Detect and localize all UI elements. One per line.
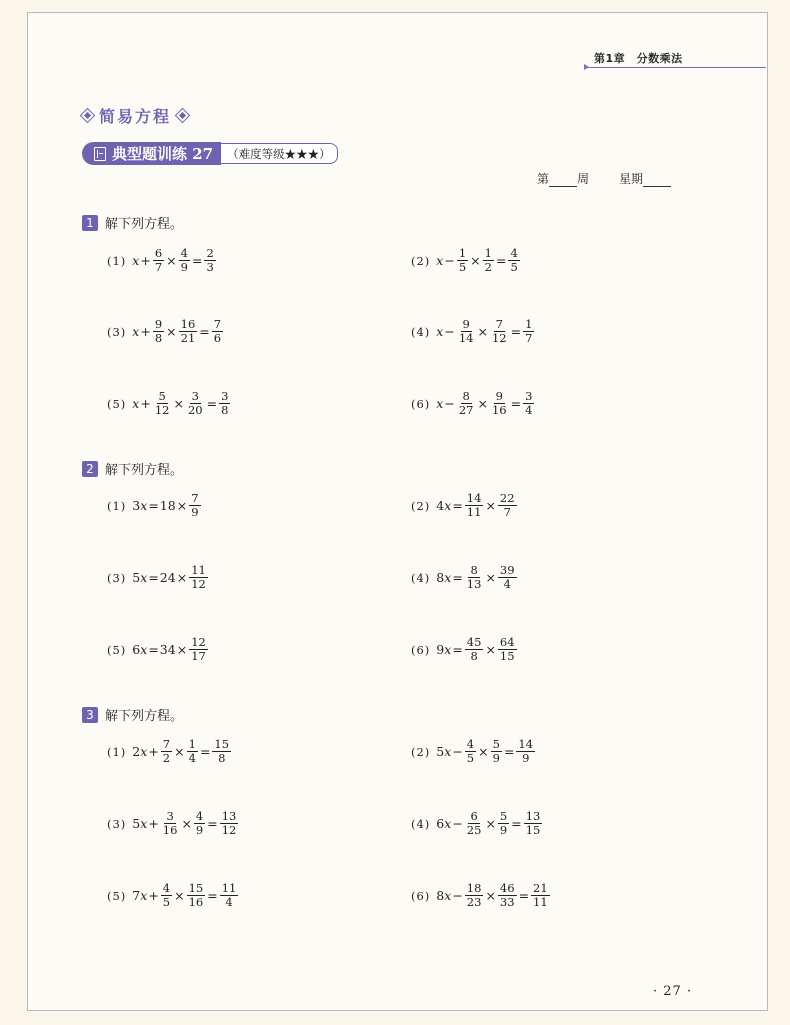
numerator: 9: [495, 389, 503, 403]
fraction: [523, 390, 534, 417]
denominator: 14: [458, 331, 474, 345]
equals-sign: =: [148, 498, 159, 513]
section-title-text: 简易方程: [99, 107, 172, 126]
numerator: 4: [195, 809, 204, 823]
fraction: [498, 564, 517, 591]
denominator: 8: [470, 649, 478, 663]
times-sign: ×: [485, 642, 496, 657]
banner-main: [82, 142, 221, 165]
times-sign: ×: [470, 253, 481, 268]
denominator: 9: [195, 823, 204, 837]
variable-x: x: [140, 816, 148, 831]
numerator: 16: [180, 317, 196, 331]
numerator: 14: [518, 737, 534, 751]
numerator: 8: [462, 389, 470, 403]
fraction: [498, 810, 509, 837]
equation: [107, 636, 209, 663]
coefficient: 8: [436, 888, 445, 903]
question-instruction: 解下列方程。: [105, 463, 184, 478]
denominator: 12: [154, 403, 170, 417]
equation: [107, 738, 232, 765]
week-blank[interactable]: [549, 172, 577, 187]
fraction: [516, 738, 535, 765]
numerator: 9: [462, 317, 470, 331]
denominator: 4: [188, 751, 196, 765]
numerator: 11: [191, 563, 206, 577]
denominator: 3: [206, 260, 214, 274]
fraction: [498, 492, 517, 519]
problem-label: (5): [107, 396, 127, 411]
equals-sign: =: [495, 253, 507, 268]
equation: [107, 810, 239, 837]
coefficient: 5: [132, 816, 141, 831]
coefficient: 7: [132, 888, 141, 903]
denominator: 23: [466, 895, 482, 909]
operator-sign: −: [444, 396, 455, 411]
operator-sign: +: [140, 253, 151, 268]
times-sign: ×: [477, 396, 488, 411]
fraction: [483, 247, 494, 274]
numerator: 3: [191, 389, 199, 403]
numerator: 7: [191, 491, 199, 505]
fraction: [153, 390, 172, 417]
equation: [411, 247, 521, 274]
equals-sign: =: [207, 816, 218, 831]
times-sign: ×: [166, 253, 177, 268]
equation: [411, 390, 535, 417]
equation: [411, 738, 536, 765]
equals-sign: =: [199, 744, 211, 759]
whole-number: 18: [159, 498, 176, 513]
operator-sign: −: [452, 744, 463, 759]
denominator: 7: [525, 331, 533, 345]
variable-x: x: [132, 253, 140, 268]
denominator: 2: [162, 751, 171, 765]
denominator: 7: [154, 260, 163, 274]
times-sign: ×: [181, 816, 192, 831]
denominator: 11: [466, 505, 482, 519]
variable-x: x: [436, 396, 444, 411]
equation: [107, 882, 239, 909]
denominator: 27: [458, 403, 474, 417]
times-sign: ×: [485, 498, 496, 513]
equation: [107, 390, 231, 417]
operator-sign: −: [444, 253, 455, 268]
fraction: [189, 492, 200, 519]
times-sign: ×: [174, 888, 185, 903]
fraction: [457, 247, 468, 274]
exercise-banner: [82, 142, 338, 165]
fraction: [457, 318, 476, 345]
problem-label: (3): [107, 324, 127, 339]
fraction: [465, 492, 484, 519]
question-instruction: 解下列方程。: [105, 217, 184, 232]
problem-label: (1): [107, 253, 127, 268]
denominator: 20: [187, 403, 203, 417]
numerator: 1: [458, 246, 467, 260]
variable-x: x: [140, 498, 148, 513]
denominator: 4: [225, 895, 233, 909]
fraction: [531, 882, 550, 909]
week-prefix: 第: [537, 172, 550, 186]
denominator: 6: [213, 331, 222, 345]
problem-label: (6): [411, 642, 431, 657]
denominator: 33: [499, 895, 515, 909]
equals-sign: =: [518, 888, 530, 903]
coefficient: 3: [132, 498, 141, 513]
times-sign: ×: [485, 888, 496, 903]
operator-sign: −: [444, 324, 455, 339]
fraction: [153, 247, 164, 274]
numerator: 1: [188, 737, 196, 751]
times-sign: ×: [176, 642, 188, 657]
fraction: [204, 247, 215, 274]
equation: [411, 318, 535, 345]
numerator: 4: [466, 737, 475, 751]
variable-x: x: [444, 744, 452, 759]
times-sign: ×: [477, 324, 488, 339]
coefficient: 5: [132, 570, 141, 585]
fraction: [212, 318, 223, 345]
variable-x: x: [444, 570, 452, 585]
variable-x: x: [140, 744, 148, 759]
fraction: [465, 882, 484, 909]
denominator: 16: [162, 823, 178, 837]
difficulty-label: （难度等级★★★）: [221, 143, 338, 164]
variable-x: x: [444, 888, 452, 903]
equals-sign: =: [148, 570, 159, 585]
numerator: 7: [495, 317, 503, 331]
fraction: [465, 564, 484, 591]
variable-x: x: [436, 253, 444, 268]
operator-sign: −: [452, 816, 463, 831]
week-label: 周: [577, 172, 590, 186]
fraction: [508, 247, 519, 274]
times-sign: ×: [173, 396, 184, 411]
denominator: 9: [499, 823, 508, 837]
diamond-icon: [175, 108, 191, 124]
banner-title: 典型题训练 27: [112, 145, 214, 163]
denominator: 25: [466, 823, 482, 837]
numerator: 4: [510, 246, 518, 260]
whole-number: 34: [159, 642, 176, 657]
equation: [107, 318, 224, 345]
fraction: [153, 318, 164, 345]
numerator: 8: [470, 563, 478, 577]
denominator: 9: [522, 751, 530, 765]
denominator: 9: [492, 751, 500, 765]
problem-label: (6): [411, 888, 431, 903]
whole-number: 24: [159, 570, 176, 585]
fraction: [498, 882, 517, 909]
denominator: 5: [162, 895, 171, 909]
coefficient: 2: [132, 744, 141, 759]
times-sign: ×: [485, 816, 496, 831]
fraction: [491, 738, 502, 765]
denominator: 2: [484, 260, 492, 274]
numerator: 39: [499, 563, 515, 577]
coefficient: 8: [436, 570, 445, 585]
variable-x: x: [444, 816, 452, 831]
denominator: 16: [491, 403, 507, 417]
operator-sign: +: [148, 744, 159, 759]
numerator: 12: [191, 635, 206, 649]
section-title: [82, 104, 188, 127]
denominator: 5: [458, 260, 467, 274]
equals-sign: =: [510, 396, 522, 411]
equals-sign: =: [207, 888, 218, 903]
problem-label: (3): [107, 816, 127, 831]
equals-sign: =: [511, 816, 522, 831]
numerator: 64: [499, 635, 515, 649]
fraction: [189, 636, 208, 663]
numerator: 5: [499, 809, 508, 823]
equation: [411, 636, 518, 663]
equation: [411, 492, 518, 519]
denominator: 4: [525, 403, 533, 417]
numerator: 3: [525, 389, 533, 403]
fraction: [465, 738, 476, 765]
numerator: 3: [166, 809, 174, 823]
denominator: 8: [154, 331, 163, 345]
numerator: 5: [158, 389, 166, 403]
equals-sign: =: [148, 642, 159, 657]
denominator: 15: [499, 649, 515, 663]
equals-sign: =: [191, 253, 203, 268]
times-sign: ×: [485, 570, 496, 585]
coefficient: 9: [436, 642, 445, 657]
question-number: 2: [82, 461, 98, 477]
variable-x: x: [140, 642, 148, 657]
operator-sign: +: [140, 324, 151, 339]
question-header: [82, 459, 183, 478]
denominator: 21: [180, 331, 196, 345]
denominator: 15: [525, 823, 541, 837]
numerator: 7: [162, 737, 171, 751]
page-number: · 27 ·: [653, 984, 693, 999]
fraction: [194, 810, 205, 837]
denominator: 5: [466, 751, 475, 765]
denominator: 12: [491, 331, 507, 345]
week-day-line: [537, 170, 671, 187]
day-blank[interactable]: [643, 172, 671, 187]
numerator: 1: [525, 317, 533, 331]
question-number: 3: [82, 707, 98, 723]
fraction: [212, 738, 231, 765]
times-sign: ×: [166, 324, 177, 339]
equals-sign: =: [503, 744, 515, 759]
denominator: 11: [533, 895, 548, 909]
equals-sign: =: [206, 396, 218, 411]
chapter-header: 第1章 分数乘法: [594, 52, 683, 65]
times-sign: ×: [478, 744, 489, 759]
numerator: 15: [188, 881, 204, 895]
fraction: [490, 390, 509, 417]
fraction: [524, 810, 543, 837]
numerator: 6: [470, 809, 478, 823]
problem-label: (2): [411, 253, 431, 268]
denominator: 5: [510, 260, 518, 274]
denominator: 9: [191, 505, 199, 519]
denominator: 9: [180, 260, 188, 274]
equation: [107, 564, 209, 591]
numerator: 22: [499, 491, 515, 505]
denominator: 12: [191, 577, 206, 591]
numerator: 4: [162, 881, 171, 895]
operator-sign: +: [140, 396, 151, 411]
denominator: 8: [218, 751, 226, 765]
variable-x: x: [132, 324, 140, 339]
equals-sign: =: [452, 498, 463, 513]
numerator: 11: [221, 881, 237, 895]
denominator: 7: [503, 505, 511, 519]
numerator: 13: [525, 809, 541, 823]
numerator: 21: [533, 881, 548, 895]
day-label: 星期: [619, 172, 644, 186]
denominator: 8: [221, 403, 229, 417]
numerator: 13: [221, 809, 237, 823]
problem-label: (2): [411, 498, 431, 513]
numerator: 2: [206, 246, 214, 260]
operator-sign: +: [148, 888, 159, 903]
coefficient: 6: [132, 642, 141, 657]
equals-sign: =: [452, 642, 463, 657]
chapter-rule: [586, 67, 766, 68]
numerator: 6: [154, 246, 163, 260]
equation: [411, 810, 543, 837]
problem-label: (4): [411, 324, 431, 339]
question-instruction: 解下列方程。: [105, 709, 184, 724]
problem-label: (5): [107, 888, 127, 903]
fraction: [179, 318, 198, 345]
equals-sign: =: [452, 570, 463, 585]
fraction: [187, 882, 206, 909]
denominator: 17: [191, 649, 206, 663]
times-sign: ×: [174, 744, 185, 759]
problem-label: (4): [411, 570, 431, 585]
fraction: [457, 390, 476, 417]
denominator: 12: [221, 823, 237, 837]
fraction: [161, 882, 172, 909]
numerator: 3: [221, 389, 229, 403]
fraction: [186, 390, 205, 417]
variable-x: x: [132, 396, 140, 411]
denominator: 16: [188, 895, 204, 909]
denominator: 4: [503, 577, 511, 591]
times-sign: ×: [176, 570, 188, 585]
diamond-icon: [80, 108, 96, 124]
variable-x: x: [140, 570, 148, 585]
problem-label: (1): [107, 498, 127, 513]
variable-x: x: [444, 498, 452, 513]
fraction: [219, 390, 230, 417]
equals-sign: =: [510, 324, 522, 339]
numerator: 18: [466, 881, 482, 895]
numerator: 46: [499, 881, 515, 895]
fraction: [498, 636, 517, 663]
operator-sign: −: [452, 888, 463, 903]
fraction: [161, 738, 172, 765]
problem-label: (6): [411, 396, 431, 411]
problem-label: (2): [411, 744, 431, 759]
numerator: 9: [154, 317, 163, 331]
equation: [107, 247, 217, 274]
numerator: 45: [466, 635, 482, 649]
numerator: 1: [484, 246, 492, 260]
equation: [411, 564, 518, 591]
variable-x: x: [444, 642, 452, 657]
fraction: [161, 810, 180, 837]
coefficient: 4: [436, 498, 445, 513]
numerator: 5: [492, 737, 500, 751]
fraction: [465, 810, 484, 837]
problem-label: (3): [107, 570, 127, 585]
variable-x: x: [140, 888, 148, 903]
problem-label: (5): [107, 642, 127, 657]
numerator: 7: [213, 317, 222, 331]
coefficient: 5: [436, 744, 445, 759]
book-icon: [94, 147, 106, 161]
fraction: [179, 247, 190, 274]
question-header: [82, 213, 183, 232]
coefficient: 6: [436, 816, 445, 831]
denominator: 13: [466, 577, 482, 591]
equation: [411, 882, 551, 909]
equation: [107, 492, 202, 519]
fraction: [189, 564, 208, 591]
problem-label: (4): [411, 816, 431, 831]
variable-x: x: [436, 324, 444, 339]
times-sign: ×: [176, 498, 188, 513]
fraction: [220, 882, 239, 909]
fraction: [465, 636, 484, 663]
numerator: 14: [466, 491, 482, 505]
problem-label: (1): [107, 744, 127, 759]
fraction: [220, 810, 239, 837]
fraction: [490, 318, 509, 345]
equals-sign: =: [199, 324, 210, 339]
operator-sign: +: [148, 816, 159, 831]
question-header: [82, 705, 183, 724]
numerator: 15: [214, 737, 230, 751]
fraction: [523, 318, 534, 345]
question-number: 1: [82, 215, 98, 231]
numerator: 4: [180, 246, 188, 260]
fraction: [187, 738, 198, 765]
